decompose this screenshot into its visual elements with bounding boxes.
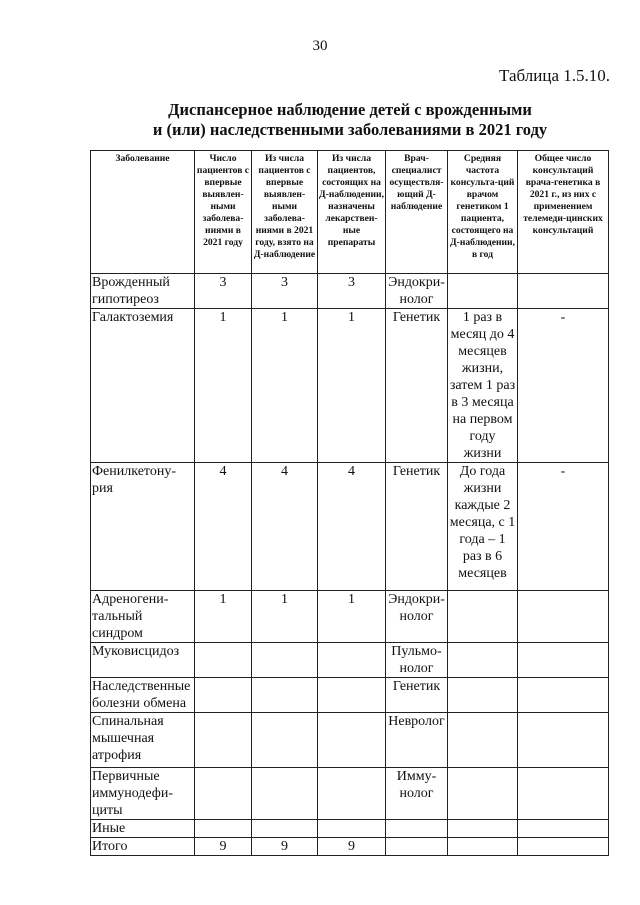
frequency-cell — [448, 820, 518, 838]
first-detected-cell — [195, 820, 252, 838]
column-header-specialist: Врач-специалист осуществля-ющий Д-наблюдение — [386, 151, 448, 274]
frequency-cell: До года жизни каждые 2 месяца, с 1 года – 1 раз в 6 месяцев — [448, 463, 518, 591]
disease-cell: Галактоземия — [91, 309, 195, 463]
document-title — [0, 100, 640, 140]
drugs-cell — [318, 713, 386, 768]
specialist-cell: Имму-нолог — [386, 768, 448, 820]
first-detected-cell — [195, 768, 252, 820]
disease-cell: Адреногени-тальный синдром — [91, 591, 195, 643]
table-header-row — [91, 151, 609, 274]
table-row — [91, 463, 609, 591]
specialist-cell: Эндокри-нолог — [386, 274, 448, 309]
observation-cell: 4 — [252, 463, 318, 591]
table-row — [91, 309, 609, 463]
drugs-cell: 1 — [318, 591, 386, 643]
specialist-cell — [386, 820, 448, 838]
drugs-cell: 9 — [318, 838, 386, 856]
telemedicine-cell — [518, 820, 609, 838]
table-label: Таблица 1.5.10. — [499, 66, 610, 85]
telemedicine-cell — [518, 838, 609, 856]
first-detected-cell: 4 — [195, 463, 252, 591]
drugs-cell: 3 — [318, 274, 386, 309]
drugs-cell — [318, 643, 386, 678]
specialist-cell: Эндокри-нолог — [386, 591, 448, 643]
specialist-cell — [386, 838, 448, 856]
first-detected-cell: 3 — [195, 274, 252, 309]
disease-cell: Иные — [91, 820, 195, 838]
observation-cell: 9 — [252, 838, 318, 856]
observation-cell: 1 — [252, 309, 318, 463]
telemedicine-cell — [518, 768, 609, 820]
observation-cell — [252, 820, 318, 838]
table-row — [91, 820, 609, 838]
disease-cell: Наследственные болезни обмена — [91, 678, 195, 713]
column-header-prescribed-drugs: Из числа пациентов, состоящих на Д-наблюдении, назначены лекарствен-ные препараты — [318, 151, 386, 274]
observation-cell — [252, 713, 318, 768]
observation-cell — [252, 678, 318, 713]
telemedicine-cell — [518, 274, 609, 309]
telemedicine-cell — [518, 678, 609, 713]
drugs-cell — [318, 678, 386, 713]
telemedicine-cell — [518, 713, 609, 768]
column-header-taken-under-observation: Из числа пациентов с впервые выявлен-ными заболева-ниями в 2021 году, взято на Д-наблюдение — [252, 151, 318, 274]
disease-cell: Итого — [91, 838, 195, 856]
first-detected-cell — [195, 713, 252, 768]
column-header-telemedicine: Общее число консультаций врача-генетика в 2021 г., из них с применением телемеди-цинских консультаций — [518, 151, 609, 274]
drugs-cell — [318, 820, 386, 838]
first-detected-cell: 1 — [195, 309, 252, 463]
telemedicine-cell — [518, 643, 609, 678]
frequency-cell — [448, 274, 518, 309]
drugs-cell — [318, 768, 386, 820]
table-row — [91, 274, 609, 309]
disease-cell: Муковисцидоз — [91, 643, 195, 678]
specialist-cell: Генетик — [386, 463, 448, 591]
observation-table — [90, 150, 609, 856]
specialist-cell: Невролог — [386, 713, 448, 768]
specialist-cell: Пульмо-нолог — [386, 643, 448, 678]
disease-cell: Спинальная мышечная атрофия — [91, 713, 195, 768]
observation-cell: 1 — [252, 591, 318, 643]
telemedicine-cell: - — [518, 463, 609, 591]
telemedicine-cell — [518, 591, 609, 643]
observation-cell — [252, 768, 318, 820]
first-detected-cell — [195, 643, 252, 678]
table-row — [91, 678, 609, 713]
column-header-first-detected: Число пациентов с впервые выявлен-ными заболева-ниями в 2021 году — [195, 151, 252, 274]
first-detected-cell — [195, 678, 252, 713]
title-line-1: Диспансерное наблюдение детей с врожденными — [168, 100, 532, 119]
table-row — [91, 713, 609, 768]
frequency-cell — [448, 713, 518, 768]
table-row — [91, 591, 609, 643]
first-detected-cell: 9 — [195, 838, 252, 856]
frequency-cell — [448, 768, 518, 820]
page-number: 30 — [312, 38, 328, 54]
column-header-consult-frequency: Средняя частота консульта-ций врачом генетиком 1 пациента, состоящего на Д-наблюдении, в год — [448, 151, 518, 274]
table-row — [91, 838, 609, 856]
specialist-cell: Генетик — [386, 309, 448, 463]
table-row — [91, 643, 609, 678]
disease-cell: Фенилкетону-рия — [91, 463, 195, 591]
telemedicine-cell: - — [518, 309, 609, 463]
disease-cell: Первичные иммунодефи-циты — [91, 768, 195, 820]
drugs-cell: 1 — [318, 309, 386, 463]
table-row — [91, 768, 609, 820]
frequency-cell — [448, 838, 518, 856]
specialist-cell: Генетик — [386, 678, 448, 713]
frequency-cell — [448, 678, 518, 713]
frequency-cell — [448, 643, 518, 678]
frequency-cell: 1 раз в месяц до 4 месяцев жизни, затем 1 раз в 3 месяца на первом году жизни — [448, 309, 518, 463]
column-header-disease: Заболевание — [91, 151, 195, 274]
frequency-cell — [448, 591, 518, 643]
disease-cell: Врожденный гипотиреоз — [91, 274, 195, 309]
title-line-2: и (или) наследственными заболеваниями в 2021 году — [152, 120, 548, 139]
first-detected-cell: 1 — [195, 591, 252, 643]
drugs-cell: 4 — [318, 463, 386, 591]
observation-cell: 3 — [252, 274, 318, 309]
observation-cell — [252, 643, 318, 678]
